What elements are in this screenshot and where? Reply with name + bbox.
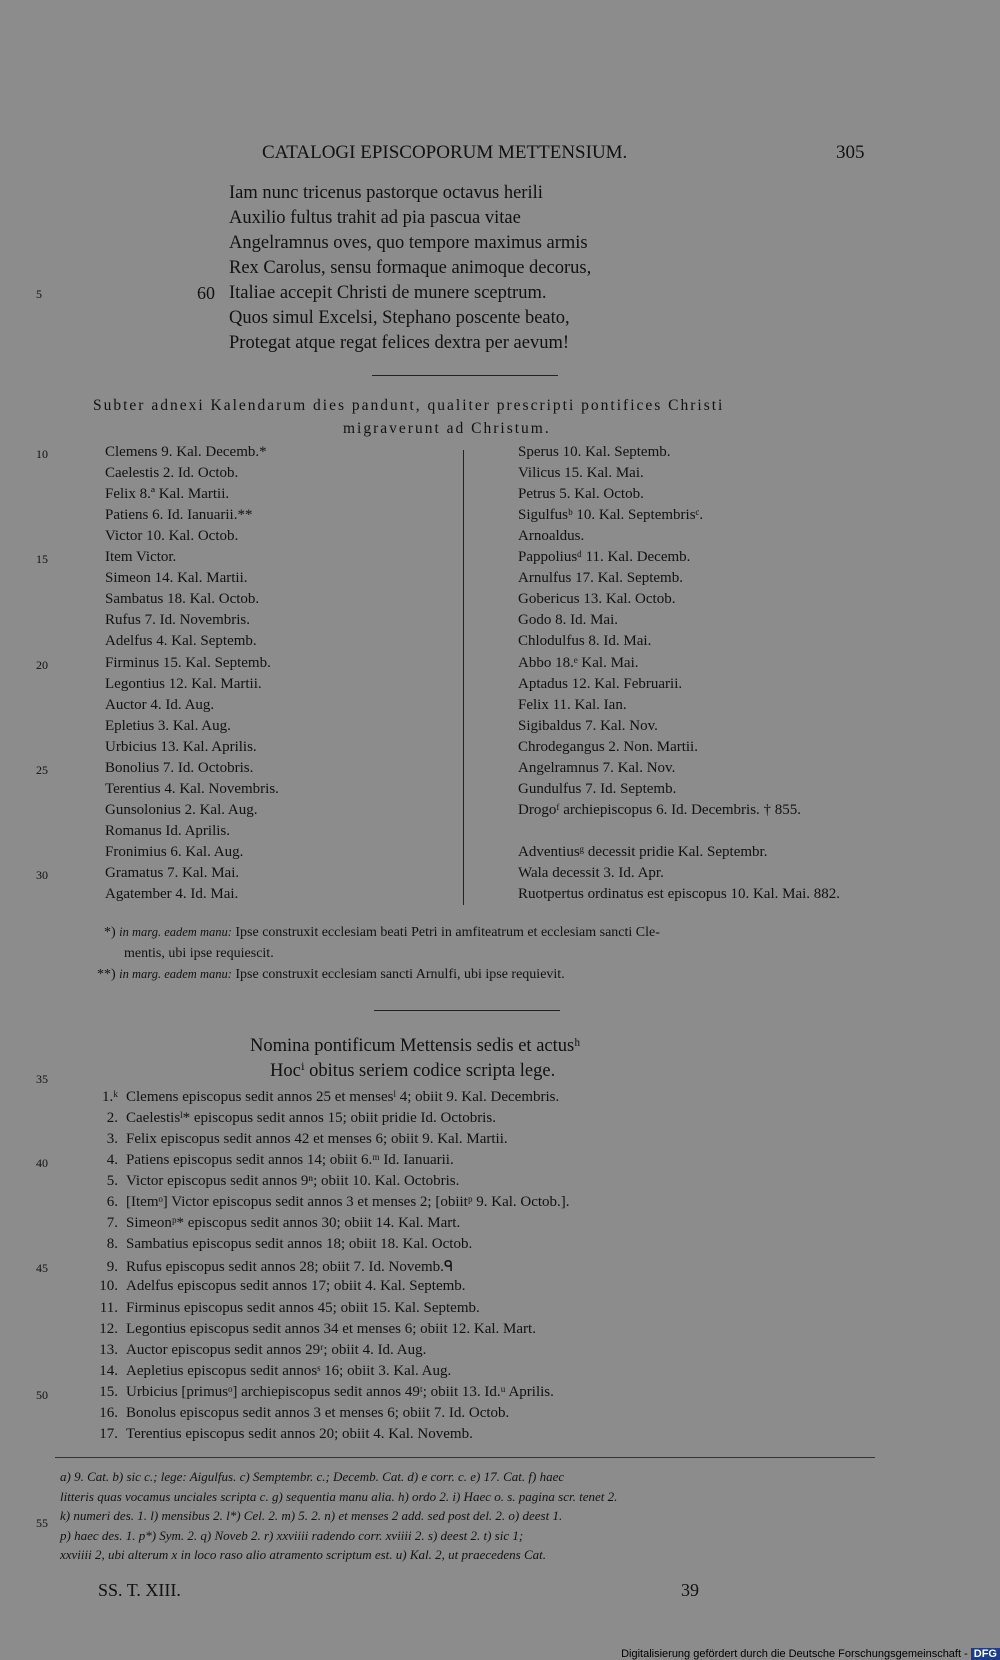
calendar-left-entry: Simeon 14. Kal. Martii. (105, 570, 248, 587)
entry-text: Rufus episcopus sedit annos 28; obiit 7. Id. Novemb.ᑫ (126, 1259, 454, 1276)
bishop-entry (88, 1321, 536, 1338)
entry-number: 11. (99, 1299, 118, 1316)
footnote-1-note: in marg. eadem manu: (119, 925, 232, 939)
calendar-left-entry: Gramatus 7. Kal. Mai. (105, 865, 240, 881)
entry-text: Terentius episcopus sedit annos 20; obiit 4. Kal. Novemb. (126, 1425, 473, 1442)
dfg-credit (621, 1648, 1000, 1660)
line-number: 50 (36, 1387, 48, 1402)
verse-line: Rex Carolus, sensu formaque animoque decorus, (229, 258, 592, 278)
line-number: 5 (36, 287, 42, 301)
footnote-1 (104, 925, 660, 941)
bishop-entry (88, 1110, 496, 1127)
bishop-entry (88, 1152, 454, 1169)
entry-text: Caelestisˡ* episcopus sedit annos 15; obiit pridie Id. Octobris. (126, 1110, 496, 1127)
footnote-2-text: Ipse construxit ecclesiam sancti Arnulfi, ubi ipse requievit. (235, 967, 565, 982)
calendar-left-entry: Adelfus 4. Kal. Septemb. (105, 633, 257, 650)
apparatus-line: p) haec des. 1. p*) Sym. 2. q) Noveb 2. r) xxviiii radendo corr. xviiii 2. s) deest 2. t) sic 1; (60, 1527, 524, 1543)
bishop-entry (88, 1257, 453, 1276)
entry-text: Clemens episcopus sedit annos 25 et mensesˡ 4; obiit 9. Kal. Decembris. (126, 1089, 560, 1105)
entry-number: 2. (106, 1110, 118, 1127)
entry-text: Legontius episcopus sedit annos 34 et menses 6; obiit 12. Kal. Mart. (126, 1320, 536, 1337)
column-divider (463, 450, 464, 905)
bishop-entry (88, 1173, 459, 1190)
apparatus-line: litteris quas vocamus unciales scripta c. g) sequentia manu alia. h) ordo 2. i) Haec o. s. pagina scr. tenet 2. (60, 1488, 618, 1504)
calendar-left-entry: Epletius 3. Kal. Aug. (105, 717, 231, 734)
bishop-entry (88, 1300, 480, 1317)
apparatus-line: a) 9. Cat. b) sic c.; lege: Aigulfus. c) Semptembr. c.; Decemb. Cat. d) e corr. c. e) 17. Cat. f) haec (60, 1469, 565, 1484)
section2-title-line1: Nomina pontificum Mettensis sedis et actusʰ (250, 1036, 581, 1056)
calendar-right-entry: Godo 8. Id. Mai. (518, 612, 618, 629)
line-number: 15 (36, 552, 48, 567)
entry-number: 8. (106, 1236, 118, 1253)
footnote-1-mark: *) (104, 925, 116, 940)
bishop-entry (88, 1278, 466, 1295)
line-number: 20 (36, 657, 48, 672)
entry-text: Firminus episcopus sedit annos 45; obiit 15. Kal. Septemb. (126, 1299, 480, 1316)
apparatus-line: xxviiii 2, ubi alterum x in loco raso alio atramento scriptum est. u) Kal. 2, ut praecedens Cat. (60, 1547, 547, 1562)
calendar-left-entry: Agatember 4. Id. Mai. (105, 886, 239, 903)
entry-number: 7. (106, 1215, 118, 1232)
calendar-left-entry: Patiens 6. Id. Ianuarii.** (105, 507, 253, 524)
entry-number: 13. (99, 1341, 118, 1358)
line-number: 30 (36, 868, 48, 882)
entry-text: Victor episcopus sedit annos 9ⁿ; obiit 10. Kal. Octobris. (126, 1173, 460, 1190)
apparatus-rule (55, 1457, 875, 1458)
calendar-left-entry: Clemens 9. Kal. Decemb.* (105, 444, 267, 460)
calendar-right-entry: Sigulfusᵇ 10. Kal. Septembrisᶜ. (518, 507, 704, 524)
footnote-1-text: Ipse construxit ecclesiam beati Petri in amfiteatrum et ecclesiam sancti Cle- (235, 925, 660, 940)
calendar-right-entry: Sigibaldus 7. Kal. Nov. (518, 717, 658, 734)
calendar-left-entry: Sambatus 18. Kal. Octob. (105, 591, 260, 608)
bishop-entry (88, 1215, 460, 1232)
footnote-2-note: in marg. eadem manu: (119, 967, 232, 981)
footer-sheet-number: 39 (681, 1580, 699, 1600)
entry-text: Bonolus episcopus sedit annos 3 et menses 6; obiit 7. Id. Octob. (126, 1404, 510, 1421)
section2-title-line2: Hocⁱ obitus seriem codice scripta lege. (270, 1061, 556, 1081)
calendar-right-entry: Chlodulfus 8. Id. Mai. (518, 633, 652, 650)
entry-number: 15. (99, 1383, 118, 1400)
line-number: 45 (36, 1261, 48, 1276)
bishop-entry (88, 1236, 472, 1253)
bishop-entry (88, 1342, 426, 1359)
calendar-right-entry: Pappoliusᵈ 11. Kal. Decemb. (518, 549, 691, 566)
bishop-entry (88, 1089, 559, 1106)
calendar-left-entry: Legontius 12. Kal. Martii. (105, 675, 262, 692)
verse-number: 60 (197, 283, 215, 303)
entry-number: 3. (106, 1131, 118, 1148)
calendar-right-entry: Chrodegangus 2. Non. Martii. (518, 738, 698, 755)
bishop-entry (88, 1426, 473, 1443)
calendar-right-entry: Angelramnus 7. Kal. Nov. (518, 759, 676, 776)
verse-line: Iam nunc tricenus pastorque octavus herili (229, 183, 543, 203)
separator-rule (372, 375, 558, 376)
verse-line: Angelramnus oves, quo tempore maximus armis (229, 233, 588, 253)
entry-number: 17. (99, 1425, 118, 1442)
calendar-left-entry: Felix 8.ª Kal. Martii. (105, 486, 230, 503)
bishop-entry (88, 1194, 570, 1211)
calendar-right-entry: Sperus 10. Kal. Septemb. (518, 444, 671, 460)
footer-signature: SS. T. XIII. (98, 1580, 181, 1600)
entry-number: 9. (106, 1259, 118, 1276)
calendar-right-entry: Adventiusᵍ decessit pridie Kal. Septembr. (518, 843, 768, 860)
verse-line: Protegat atque regat felices dextra per aevum! (229, 333, 570, 353)
entry-text: Adelfus episcopus sedit annos 17; obiit 4. Kal. Septemb. (126, 1278, 466, 1295)
calendar-left-entry: Fronimius 6. Kal. Aug. (105, 843, 244, 860)
calendar-left-entry: Urbicius 13. Kal. Aprilis. (105, 738, 257, 755)
calendar-left-entry: Bonolius 7. Id. Octobris. (105, 759, 254, 776)
calendar-right-entry: Petrus 5. Kal. Octob. (518, 486, 644, 503)
verse-line: Italiae accepit Christi de munere sceptrum. (229, 283, 547, 303)
calendar-right-entry: Ruotpertus ordinatus est episcopus 10. Kal. Mai. 882. (518, 886, 841, 903)
calendar-left-entry: Rufus 7. Id. Novembris. (105, 612, 250, 629)
footnote-1-cont: mentis, ubi ipse requiescit. (124, 946, 274, 961)
verse-line: Auxilio fultus trahit ad pia pascua vitae (229, 208, 521, 228)
page-number: 305 (836, 142, 865, 163)
line-number: 40 (36, 1156, 48, 1171)
entry-text: Aepletius episcopus sedit annosˢ 16; obiit 3. Kal. Aug. (126, 1362, 452, 1379)
entry-number: 12. (99, 1320, 118, 1337)
calendar-left-entry: Auctor 4. Id. Aug. (105, 696, 215, 713)
calendar-right-entry: Gobericus 13. Kal. Octob. (518, 591, 676, 608)
entry-number: 1.ᵏ (102, 1089, 118, 1105)
footnote-2-mark: **) (97, 967, 116, 982)
entry-number: 14. (99, 1362, 118, 1379)
line-number: 10 (36, 447, 48, 461)
separator-rule-2 (374, 1010, 560, 1011)
calendar-left-entry: Firminus 15. Kal. Septemb. (105, 654, 271, 671)
section1-heading-line1: Subter adnexi Kalendarum dies pandunt, qualiter prescripti pontifices Christi (93, 397, 725, 414)
section1-heading-line2: migraverunt ad Christum. (343, 420, 551, 437)
entry-number: 10. (99, 1278, 118, 1295)
entry-text: Auctor episcopus sedit annos 29ʳ; obiit 4. Id. Aug. (126, 1341, 427, 1358)
calendar-right-entry: Felix 11. Kal. Ian. (518, 696, 627, 713)
calendar-right-entry: Arnulfus 17. Kal. Septemb. (518, 570, 683, 587)
calendar-left-entry: Item Victor. (105, 549, 177, 566)
calendar-left-entry: Victor 10. Kal. Octob. (105, 528, 239, 545)
calendar-right-entry: Drogoᶠ archiepiscopus 6. Id. Decembris. † 855. (518, 801, 802, 818)
entry-number: 6. (106, 1194, 118, 1211)
dfg-credit-text: Digitalisierung gefördert durch die Deutsche Forschungsgemeinschaft - (621, 1648, 968, 1660)
running-title: CATALOGI EPISCOPORUM METTENSIUM. (262, 142, 628, 163)
entry-number: 16. (99, 1404, 118, 1421)
calendar-right-entry: Aptadus 12. Kal. Februarii. (518, 675, 683, 692)
line-number: 25 (36, 762, 48, 777)
entry-number: 5. (106, 1173, 118, 1190)
entry-text: Felix episcopus sedit annos 42 et menses 6; obiit 9. Kal. Martii. (126, 1131, 508, 1148)
calendar-left-entry: Caelestis 2. Id. Octob. (105, 465, 239, 482)
calendar-right-entry: Gundulfus 7. Id. Septemb. (518, 780, 677, 797)
bishop-entry (88, 1131, 508, 1148)
calendar-left-entry: Gunsolonius 2. Kal. Aug. (105, 801, 258, 818)
entry-text: Simeonᵖ* episcopus sedit annos 30; obiit 14. Kal. Mart. (126, 1215, 461, 1232)
entry-text: Urbicius [primusᵒ] archiepiscopus sedit annos 49ᵗ; obiit 13. Id.ᵘ Aprilis. (126, 1383, 554, 1400)
bishop-entry (88, 1405, 509, 1422)
calendar-right-entry: Arnoaldus. (518, 528, 585, 545)
entry-text: Sambatius episcopus sedit annos 18; obiit 18. Kal. Octob. (126, 1236, 473, 1253)
apparatus-line-number: 55 (36, 1516, 48, 1530)
calendar-left-entry: Terentius 4. Kal. Novembris. (105, 780, 279, 797)
calendar-right-entry: Vilicus 15. Kal. Mai. (518, 465, 644, 482)
entry-text: Patiens episcopus sedit annos 14; obiit 6.ᵐ Id. Ianuarii. (126, 1152, 454, 1169)
calendar-right-entry: Abbo 18.ᵉ Kal. Mai. (518, 654, 639, 671)
footnote-2 (97, 967, 565, 983)
apparatus-line: k) numeri des. 1. l) mensibus 2. l*) Cel. 2. m) 5. 2. n) et menses 2 add. sed post del. 2. o) deest 1. (60, 1508, 563, 1523)
dfg-logo: DFG (971, 1648, 1000, 1660)
verse-line: Quos simul Excelsi, Stephano poscente beato, (229, 308, 570, 328)
entry-text: [Itemᵒ] Victor episcopus sedit annos 3 et menses 2; [obiitᵖ 9. Kal. Octob.]. (126, 1194, 570, 1211)
calendar-left-entry: Romanus Id. Aprilis. (105, 822, 231, 839)
bishop-entry (88, 1384, 554, 1401)
bishop-entry (88, 1363, 451, 1380)
entry-number: 4. (106, 1152, 118, 1169)
line-number: 35 (36, 1071, 48, 1086)
calendar-right-entry: Wala decessit 3. Id. Apr. (518, 865, 664, 881)
